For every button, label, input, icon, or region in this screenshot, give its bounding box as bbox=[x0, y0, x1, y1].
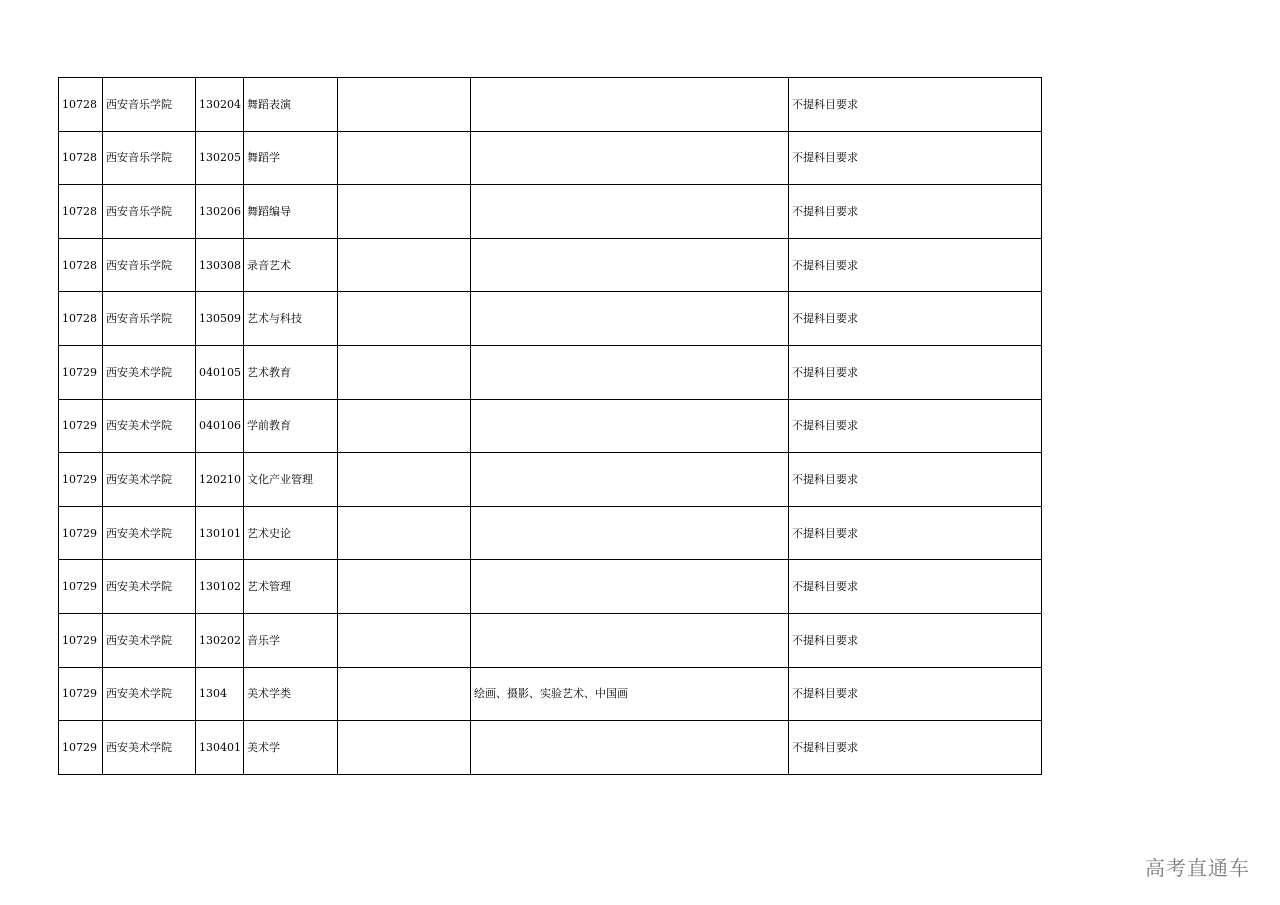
school-code-cell: 10729 bbox=[59, 667, 103, 721]
school-name-cell: 西安美术学院 bbox=[103, 453, 196, 507]
subject-requirement-cell: 不提科目要求 bbox=[789, 506, 1042, 560]
major-code-cell: 130308 bbox=[196, 238, 244, 292]
major-scope-cell bbox=[471, 131, 789, 185]
blank-cell bbox=[338, 238, 471, 292]
school-name-cell: 西安美术学院 bbox=[103, 721, 196, 775]
major-name-cell: 舞蹈编导 bbox=[244, 185, 338, 239]
school-code-cell: 10729 bbox=[59, 506, 103, 560]
school-code-cell: 10729 bbox=[59, 345, 103, 399]
blank-cell bbox=[338, 78, 471, 132]
blank-cell bbox=[338, 131, 471, 185]
major-scope-cell: 绘画、摄影、实验艺术、中国画 bbox=[471, 667, 789, 721]
major-name-cell: 学前教育 bbox=[244, 399, 338, 453]
major-name-cell: 文化产业管理 bbox=[244, 453, 338, 507]
school-name-cell: 西安美术学院 bbox=[103, 345, 196, 399]
major-name-cell: 舞蹈表演 bbox=[244, 78, 338, 132]
table-row bbox=[59, 131, 1042, 185]
major-name-cell: 艺术与科技 bbox=[244, 292, 338, 346]
major-code-cell: 130206 bbox=[196, 185, 244, 239]
subject-requirement-cell: 不提科目要求 bbox=[789, 453, 1042, 507]
table-row bbox=[59, 560, 1042, 614]
major-code-cell: 040105 bbox=[196, 345, 244, 399]
blank-cell bbox=[338, 292, 471, 346]
school-name-cell: 西安音乐学院 bbox=[103, 131, 196, 185]
school-name-cell: 西安音乐学院 bbox=[103, 78, 196, 132]
school-code-cell: 10728 bbox=[59, 185, 103, 239]
school-code-cell: 10728 bbox=[59, 292, 103, 346]
table-row bbox=[59, 453, 1042, 507]
school-code-cell: 10728 bbox=[59, 78, 103, 132]
major-code-cell: 130204 bbox=[196, 78, 244, 132]
subject-requirement-cell: 不提科目要求 bbox=[789, 185, 1042, 239]
table-row bbox=[59, 185, 1042, 239]
school-name-cell: 西安音乐学院 bbox=[103, 238, 196, 292]
major-scope-cell bbox=[471, 185, 789, 239]
subject-requirement-cell: 不提科目要求 bbox=[789, 78, 1042, 132]
major-name-cell: 录音艺术 bbox=[244, 238, 338, 292]
subject-requirement-cell: 不提科目要求 bbox=[789, 345, 1042, 399]
school-code-cell: 10729 bbox=[59, 453, 103, 507]
table-row bbox=[59, 345, 1042, 399]
blank-cell bbox=[338, 613, 471, 667]
major-name-cell: 艺术史论 bbox=[244, 506, 338, 560]
major-name-cell: 美术学 bbox=[244, 721, 338, 775]
major-name-cell: 音乐学 bbox=[244, 613, 338, 667]
subject-requirement-cell: 不提科目要求 bbox=[789, 292, 1042, 346]
subject-requirement-cell: 不提科目要求 bbox=[789, 560, 1042, 614]
blank-cell bbox=[338, 345, 471, 399]
blank-cell bbox=[338, 506, 471, 560]
major-name-cell: 美术学类 bbox=[244, 667, 338, 721]
subject-requirement-cell: 不提科目要求 bbox=[789, 238, 1042, 292]
table-row bbox=[59, 399, 1042, 453]
school-name-cell: 西安美术学院 bbox=[103, 506, 196, 560]
blank-cell bbox=[338, 453, 471, 507]
major-name-cell: 艺术教育 bbox=[244, 345, 338, 399]
table-row bbox=[59, 667, 1042, 721]
major-scope-cell bbox=[471, 560, 789, 614]
blank-cell bbox=[338, 721, 471, 775]
subject-requirement-cell: 不提科目要求 bbox=[789, 399, 1042, 453]
major-scope-cell bbox=[471, 292, 789, 346]
major-code-cell: 130509 bbox=[196, 292, 244, 346]
major-scope-cell bbox=[471, 345, 789, 399]
watermark-text: 高考直通车 bbox=[1145, 856, 1250, 880]
subject-requirement-cell: 不提科目要求 bbox=[789, 613, 1042, 667]
major-scope-cell bbox=[471, 399, 789, 453]
major-code-cell: 130102 bbox=[196, 560, 244, 614]
major-name-cell: 舞蹈学 bbox=[244, 131, 338, 185]
school-name-cell: 西安美术学院 bbox=[103, 613, 196, 667]
subject-requirement-cell: 不提科目要求 bbox=[789, 667, 1042, 721]
major-code-cell: 1304 bbox=[196, 667, 244, 721]
school-name-cell: 西安美术学院 bbox=[103, 667, 196, 721]
major-scope-cell bbox=[471, 613, 789, 667]
table-row bbox=[59, 506, 1042, 560]
major-code-cell: 130202 bbox=[196, 613, 244, 667]
blank-cell bbox=[338, 399, 471, 453]
major-requirements-table bbox=[58, 77, 1042, 775]
major-code-cell: 040106 bbox=[196, 399, 244, 453]
school-name-cell: 西安美术学院 bbox=[103, 560, 196, 614]
major-scope-cell bbox=[471, 721, 789, 775]
major-scope-cell bbox=[471, 453, 789, 507]
major-scope-cell bbox=[471, 238, 789, 292]
table-body bbox=[59, 78, 1042, 775]
major-code-cell: 130401 bbox=[196, 721, 244, 775]
school-code-cell: 10729 bbox=[59, 721, 103, 775]
major-code-cell: 120210 bbox=[196, 453, 244, 507]
subject-requirement-cell: 不提科目要求 bbox=[789, 131, 1042, 185]
blank-cell bbox=[338, 185, 471, 239]
major-scope-cell bbox=[471, 78, 789, 132]
blank-cell bbox=[338, 667, 471, 721]
major-code-cell: 130205 bbox=[196, 131, 244, 185]
school-code-cell: 10729 bbox=[59, 613, 103, 667]
major-name-cell: 艺术管理 bbox=[244, 560, 338, 614]
subject-requirement-cell: 不提科目要求 bbox=[789, 721, 1042, 775]
school-name-cell: 西安美术学院 bbox=[103, 399, 196, 453]
major-code-cell: 130101 bbox=[196, 506, 244, 560]
table-row bbox=[59, 78, 1042, 132]
school-name-cell: 西安音乐学院 bbox=[103, 185, 196, 239]
school-code-cell: 10729 bbox=[59, 399, 103, 453]
table-row bbox=[59, 613, 1042, 667]
school-code-cell: 10729 bbox=[59, 560, 103, 614]
major-scope-cell bbox=[471, 506, 789, 560]
table-row bbox=[59, 721, 1042, 775]
table-row bbox=[59, 238, 1042, 292]
school-code-cell: 10728 bbox=[59, 238, 103, 292]
school-name-cell: 西安音乐学院 bbox=[103, 292, 196, 346]
school-code-cell: 10728 bbox=[59, 131, 103, 185]
blank-cell bbox=[338, 560, 471, 614]
table-row bbox=[59, 292, 1042, 346]
